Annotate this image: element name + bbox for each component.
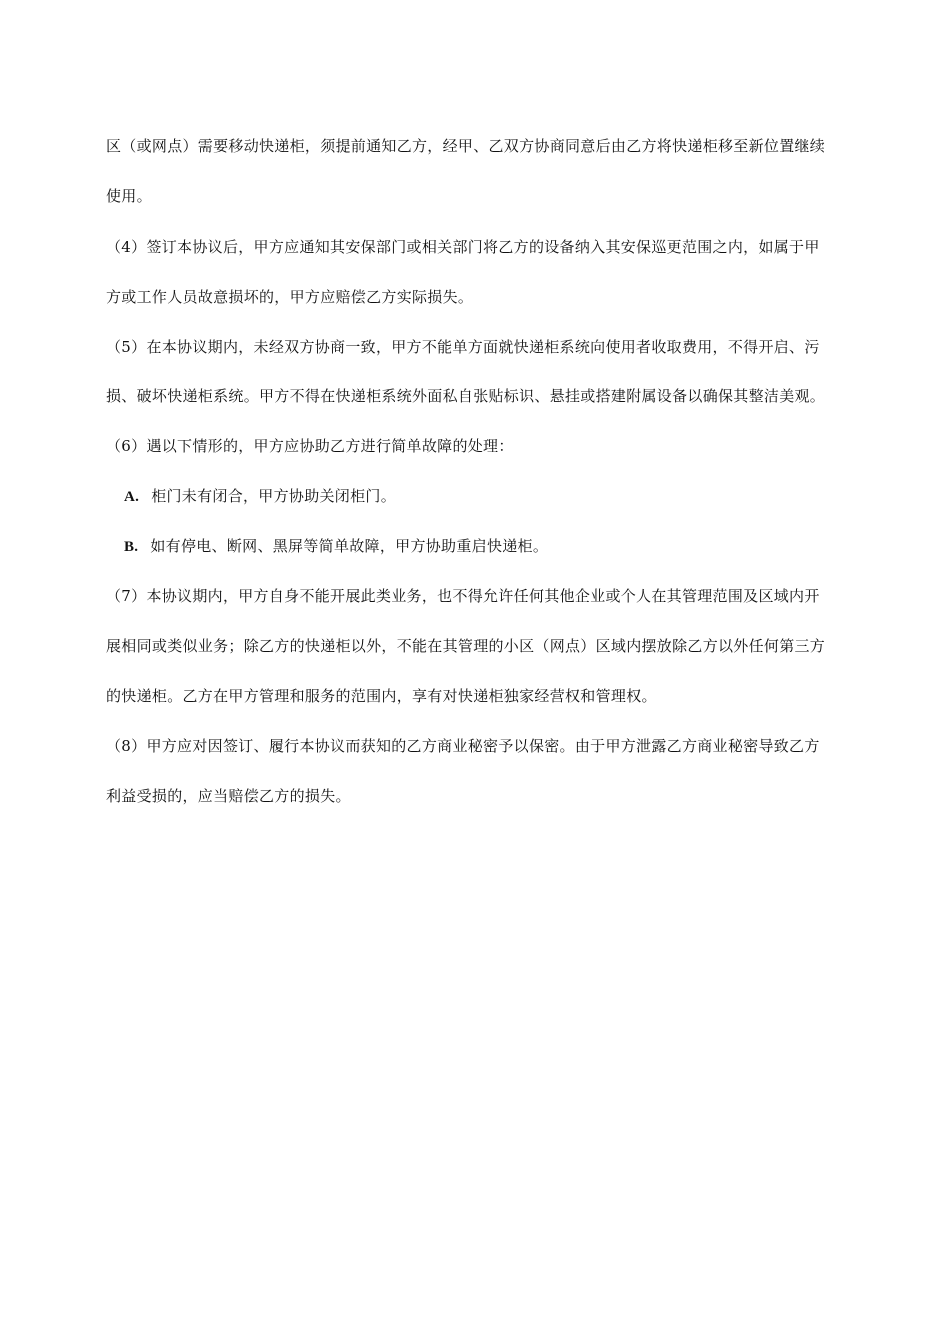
list-marker: A. <box>124 489 140 505</box>
list-item-b <box>124 536 884 557</box>
clause-4-line: （4）签订本协议后，甲方应通知其安保部门或相关部门将乙方的设备纳入其安保巡更范围之内，如属于甲 <box>106 238 820 256</box>
list-item-text: 柜门未有闭合，甲方协助关闭柜门。 <box>151 487 396 505</box>
paragraph-line: 展相同或类似业务；除乙方的快递柜以外，不能在其管理的小区（网点）区域内摆放除乙方以外任何第三方 <box>106 637 826 655</box>
paragraph-line: 损、破坏快递柜系统。甲方不得在快递柜系统外面私自张贴标识、悬挂或搭建附属设备以确保其整洁美观。 <box>106 387 826 405</box>
clause-7-line: （7）本协议期内，甲方自身不能开展此类业务，也不得允许任何其他企业或个人在其管理范围及区域内开 <box>106 587 820 605</box>
paragraph-line: 区（或网点）需要移动快递柜，须提前通知乙方，经甲、乙双方协商同意后由乙方将快递柜移至新位置继续 <box>106 137 826 155</box>
list-marker: B. <box>124 539 139 555</box>
list-item-a <box>124 486 884 507</box>
paragraph-line: 使用。 <box>106 187 152 205</box>
paragraph-line: 方或工作人员故意损坏的，甲方应赔偿乙方实际损失。 <box>106 288 474 306</box>
list-item-text: 如有停电、断网、黑屏等简单故障，甲方协助重启快递柜。 <box>150 537 549 555</box>
clause-8-line: （8）甲方应对因签订、履行本协议而获知的乙方商业秘密予以保密。由于甲方泄露乙方商业秘密导致乙方 <box>106 737 820 755</box>
paragraph-line: 的快递柜。乙方在甲方管理和服务的范围内，享有对快递柜独家经营权和管理权。 <box>106 687 657 705</box>
paragraph-line: 利益受损的，应当赔偿乙方的损失。 <box>106 787 351 805</box>
clause-6-line: （6）遇以下情形的，甲方应协助乙方进行简单故障的处理： <box>106 437 514 455</box>
clause-5-line: （5）在本协议期内，未经双方协商一致，甲方不能单方面就快递柜系统向使用者收取费用，不得开启、污 <box>106 338 820 356</box>
